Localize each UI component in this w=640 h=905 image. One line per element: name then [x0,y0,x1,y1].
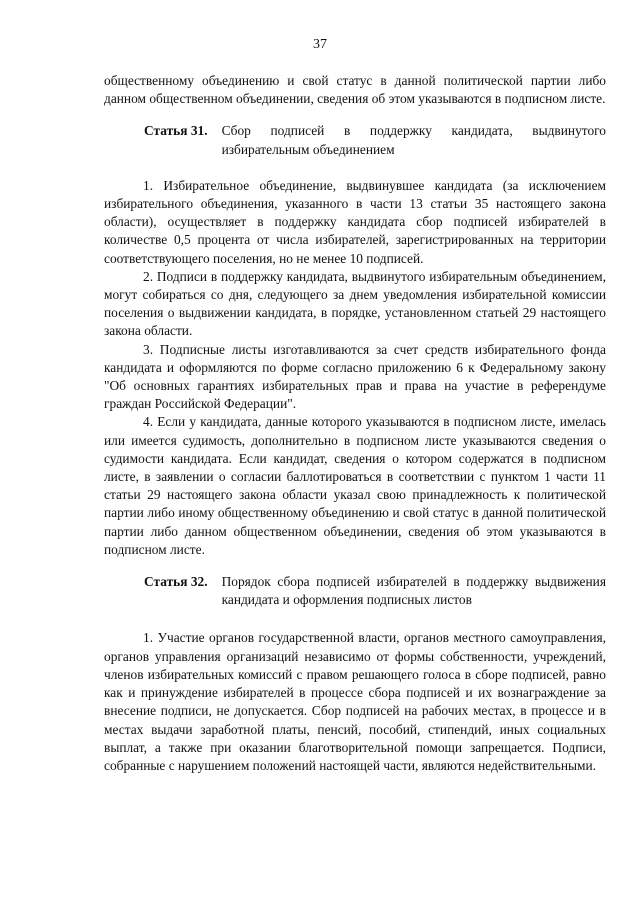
article-31-paragraph-2: 2. Подписи в поддержку кандидата, выдвинутого избирательным объединением, могут собираться со дня, следующего за днем уведомления избирательной комиссии поселения о выдвижении кандидата, в порядке, установленном статьей 29 настоящего закона области. [104,268,606,339]
lead-paragraph: общественному объединению и свой статус в данной политической партии либо данном общественном объединении, сведения об этом указываются в подписном листе. [104,73,606,107]
article-32-heading [104,573,606,609]
article-31-paragraph-4: 4. Если у кандидата, данные которого указываются в подписном листе, имелась или имеется судимость, дополнительно в подписном листе указываются сведения о судимости кандидата. Если кандидат, сведения о котором содержатся в подписном листе, в заявлении о согласии баллотироваться в соответствии с пунктом 1 части 11 статьи 29 настоящего закона области указал свою принадлежность к политической партии либо иному общественному объединению и свой статус в данной политической партии либо данном общественном объединении, сведения об этом указываются в подписном листе. [104,414,606,557]
article-32-label: Статья 32. [144,574,208,590]
article-31-heading [104,122,606,158]
article-31-label: Статья 31. [144,123,208,139]
article-32-paragraph-1: 1. Участие органов государственной власти, органов местного самоуправления, органов управления организаций независимо от формы собственности, учреждений, членов избирательных комиссий с правом решающего голоса в сборе подписей, равно как и принуждение избирателей в процессе сбора подписей и их вознаграждение за внесение подписи, не допускается. Сбор подписей на рабочих местах, в процессе и в местах выдачи заработной платы, пенсий, пособий, стипендий, иных социальных выплат, а также при оказании благотворительной помощи запрещается. Подписи, собранные с нарушением положений настоящей части, являются недействительными. [104,630,606,773]
article-31-paragraph-1: 1. Избирательное объединение, выдвинувшее кандидата (за исключением избирательного объединения, указанного в части 13 статьи 35 настоящего закона области), осуществляет в поддержку кандидата сбор подписей избирателей в количестве 0,5 процента от числа избирателей, зарегистрированных на территории соответствующего поселения, но не менее 10 подписей. [104,177,606,266]
article-31-title: Сбор подписей в поддержку кандидата, выдвинутого избирательным объединением [221,123,606,157]
page-number: 37 [313,37,327,52]
article-32-title: Порядок сбора подписей избирателей в поддержку выдвижения кандидата и оформления подписных листов [221,574,606,608]
article-31-paragraph-3: 3. Подписные листы изготавливаются за счет средств избирательного фонда кандидата и оформляются по форме согласно приложению 6 к Федеральному закону "Об основных гарантиях избирательных прав и права на участие в референдуме граждан Российской Федерации". [104,341,606,412]
document-body [104,72,606,775]
